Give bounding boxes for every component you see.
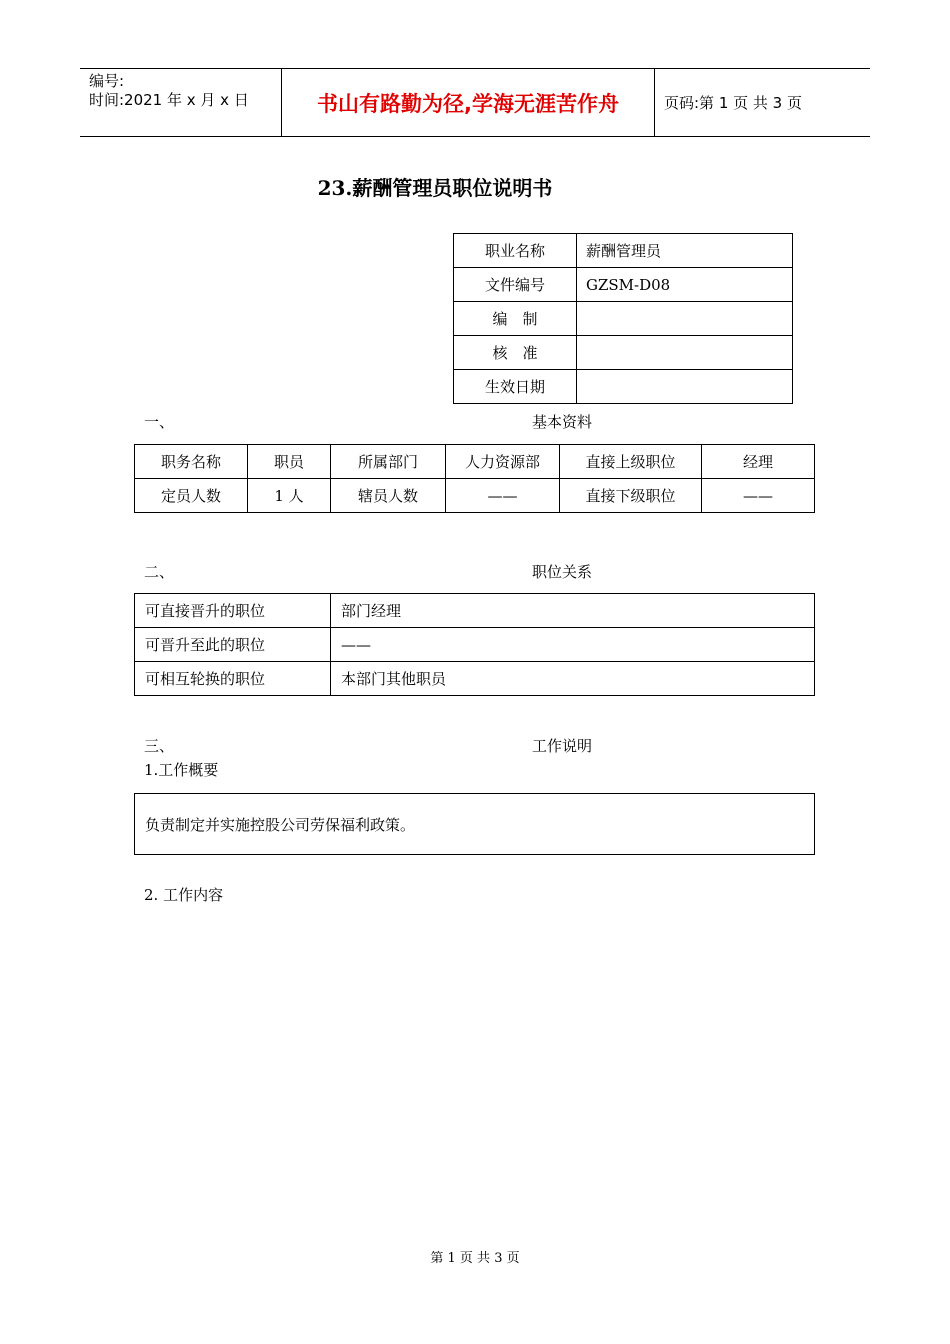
meta-value [577, 302, 793, 336]
table-row [454, 234, 793, 268]
table-cell: 经理 [702, 445, 815, 479]
document-title: 23.薪酬管理员职位说明书 [317, 176, 553, 200]
table-row [135, 628, 815, 662]
section-number: 一、 [144, 413, 175, 431]
header-info [80, 69, 282, 136]
table-cell: 所属部门 [331, 445, 446, 479]
table-row [135, 662, 815, 696]
section-title: 基本资料 [532, 413, 593, 431]
table-cell: 人力资源部 [446, 445, 560, 479]
meta-key: 文件编号 [454, 268, 577, 302]
table-row [454, 268, 793, 302]
work-summary-text: 负责制定并实施控股公司劳保福利政策。 [145, 815, 416, 834]
meta-key: 职业名称 [454, 234, 577, 268]
meta-value [577, 370, 793, 404]
page-label: 页码:第 1 页 共 3 页 [664, 94, 802, 112]
time-label: 时间:2021 年 x 月 x 日 [89, 91, 249, 109]
meta-key: 核 准 [454, 336, 577, 370]
relation-key: 可相互轮换的职位 [135, 662, 331, 696]
table-cell: 直接下级职位 [560, 479, 702, 513]
relation-value: 部门经理 [331, 594, 815, 628]
meta-key: 生效日期 [454, 370, 577, 404]
work-summary-box [134, 793, 815, 855]
page-header [80, 68, 870, 137]
section-title: 工作说明 [532, 737, 593, 755]
meta-value: GZSM-D08 [577, 268, 793, 302]
table-cell: 直接上级职位 [560, 445, 702, 479]
relation-value: 本部门其他职员 [331, 662, 815, 696]
meta-key: 编 制 [454, 302, 577, 336]
position-relations-table [134, 593, 815, 696]
table-row [454, 302, 793, 336]
table-cell: —— [702, 479, 815, 513]
relation-value: —— [331, 628, 815, 662]
table-cell: —— [446, 479, 560, 513]
table-cell: 1 人 [248, 479, 331, 513]
relation-key: 可晋升至此的职位 [135, 628, 331, 662]
table-cell: 定员人数 [135, 479, 248, 513]
table-cell: 职员 [248, 445, 331, 479]
relation-key: 可直接晋升的职位 [135, 594, 331, 628]
motto: 书山有路勤为径,学海无涯苦作舟 [282, 69, 655, 136]
meta-value [577, 336, 793, 370]
subsection-title: 1.工作概要 [144, 761, 219, 779]
table-row [454, 370, 793, 404]
section-number: 三、 [144, 737, 175, 755]
table-row [135, 479, 815, 513]
meta-value: 薪酬管理员 [577, 234, 793, 268]
table-row [135, 594, 815, 628]
page-footer: 第 1 页 共 3 页 [430, 1251, 520, 1266]
section-title: 职位关系 [532, 563, 593, 581]
basic-info-table [134, 444, 815, 513]
table-row [454, 336, 793, 370]
table-cell: 职务名称 [135, 445, 248, 479]
table-cell: 辖员人数 [331, 479, 446, 513]
section-number: 二、 [144, 563, 175, 581]
document-meta-table [453, 233, 793, 404]
subsection-title: 2. 工作内容 [144, 886, 224, 904]
number-label: 编号: [89, 72, 125, 90]
table-row [135, 445, 815, 479]
